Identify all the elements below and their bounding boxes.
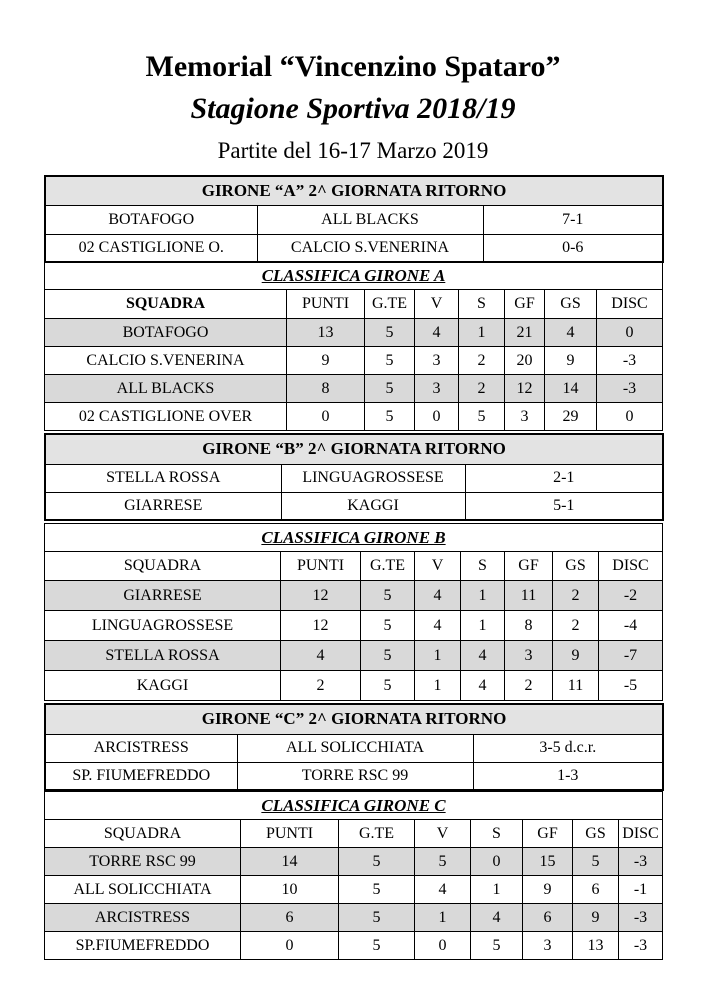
column-header: DISC (597, 290, 663, 319)
group-b-standings (44, 523, 662, 701)
column-header: S (471, 820, 523, 848)
away-team: TORRE RSC 99 (237, 762, 473, 790)
cell-punti: 13 (287, 319, 365, 347)
cell-gs: 9 (545, 347, 597, 375)
cell-gf: 15 (523, 848, 573, 876)
team-name: ARCISTRESS (45, 904, 241, 932)
table-row (45, 347, 663, 375)
cell-punti: 12 (281, 611, 361, 641)
cell-disc: -3 (619, 904, 663, 932)
group-c-standings (44, 791, 662, 960)
standings-title: CLASSIFICA GIRONE A (45, 262, 663, 290)
column-header: GF (505, 552, 553, 581)
column-header: PUNTI (281, 552, 361, 581)
cell-gte: 5 (339, 904, 415, 932)
table-row (45, 932, 663, 960)
cell-punti: 10 (241, 876, 339, 904)
group-b-results (44, 433, 662, 521)
cell-gte: 5 (365, 347, 415, 375)
table-row (45, 876, 663, 904)
column-header: S (461, 552, 505, 581)
cell-disc: -5 (599, 671, 663, 701)
cell-punti: 12 (281, 581, 361, 611)
column-header: PUNTI (241, 820, 339, 848)
column-header: V (415, 552, 461, 581)
cell-gte: 5 (339, 876, 415, 904)
cell-s: 4 (461, 641, 505, 671)
cell-disc: -1 (619, 876, 663, 904)
column-header: DISC (599, 552, 663, 581)
cell-disc: -2 (599, 581, 663, 611)
cell-s: 5 (471, 932, 523, 960)
away-team: ALL BLACKS (257, 205, 483, 234)
home-team: STELLA ROSSA (45, 464, 281, 492)
cell-disc: -7 (599, 641, 663, 671)
team-name: STELLA ROSSA (45, 641, 281, 671)
cell-v: 1 (415, 641, 461, 671)
cell-gs: 11 (553, 671, 599, 701)
column-header: GS (545, 290, 597, 319)
match-score: 0-6 (483, 234, 663, 262)
cell-gf: 9 (523, 876, 573, 904)
cell-disc: -4 (599, 611, 663, 641)
cell-gs: 14 (545, 375, 597, 403)
table-row (45, 581, 663, 611)
cell-punti: 0 (241, 932, 339, 960)
cell-v: 0 (415, 403, 459, 431)
standings-title: CLASSIFICA GIRONE C (45, 792, 663, 820)
team-name: 02 CASTIGLIONE OVER (45, 403, 287, 431)
standings-header-row (45, 820, 663, 848)
cell-s: 5 (459, 403, 505, 431)
cell-gf: 6 (523, 904, 573, 932)
cell-gf: 8 (505, 611, 553, 641)
group-header: GIRONE “B” 2^ GIORNATA RITORNO (45, 434, 663, 464)
match-row (45, 234, 663, 262)
team-name: LINGUAGROSSESE (45, 611, 281, 641)
group-a-standings (44, 261, 662, 431)
cell-gte: 5 (361, 611, 415, 641)
cell-v: 3 (415, 347, 459, 375)
season-subtitle: Stagione Sportiva 2018/19 (190, 92, 516, 125)
cell-gs: 13 (573, 932, 619, 960)
cell-v: 4 (415, 876, 471, 904)
standings-header-row (45, 552, 663, 581)
team-name: TORRE RSC 99 (45, 848, 241, 876)
column-header: GS (573, 820, 619, 848)
cell-v: 4 (415, 611, 461, 641)
column-header: GS (553, 552, 599, 581)
standings-title: CLASSIFICA GIRONE B (45, 524, 663, 552)
cell-disc: -3 (597, 375, 663, 403)
cell-gte: 5 (361, 671, 415, 701)
cell-gs: 9 (553, 641, 599, 671)
cell-gf: 2 (505, 671, 553, 701)
away-team: CALCIO S.VENERINA (257, 234, 483, 262)
cell-disc: -3 (619, 848, 663, 876)
cell-v: 1 (415, 904, 471, 932)
group-c-results (44, 703, 662, 791)
match-score: 1-3 (473, 762, 663, 790)
cell-gf: 3 (505, 403, 545, 431)
home-team: SP. FIUMEFREDDO (45, 762, 237, 790)
column-header: V (415, 820, 471, 848)
cell-disc: -3 (597, 347, 663, 375)
cell-gs: 29 (545, 403, 597, 431)
cell-gs: 5 (573, 848, 619, 876)
table-row (45, 904, 663, 932)
cell-gf: 12 (505, 375, 545, 403)
cell-gf: 3 (505, 641, 553, 671)
column-header: PUNTI (287, 290, 365, 319)
group-header: GIRONE “A” 2^ GIORNATA RITORNO (45, 176, 663, 205)
cell-gte: 5 (365, 319, 415, 347)
cell-s: 1 (461, 581, 505, 611)
cell-s: 1 (461, 611, 505, 641)
cell-punti: 6 (241, 904, 339, 932)
cell-gs: 2 (553, 611, 599, 641)
cell-v: 5 (415, 848, 471, 876)
column-header: G.TE (365, 290, 415, 319)
team-name: ALL SOLICCHIATA (45, 876, 241, 904)
team-name: BOTAFOGO (45, 319, 287, 347)
away-team: LINGUAGROSSESE (281, 464, 465, 492)
cell-s: 4 (461, 671, 505, 701)
cell-gs: 2 (553, 581, 599, 611)
team-name: SP.FIUMEFREDDO (45, 932, 241, 960)
cell-s: 4 (471, 904, 523, 932)
column-header: SQUADRA (45, 820, 241, 848)
table-row (45, 403, 663, 431)
cell-s: 1 (471, 876, 523, 904)
home-team: BOTAFOGO (45, 205, 257, 234)
cell-punti: 8 (287, 375, 365, 403)
match-score: 3-5 d.c.r. (473, 734, 663, 762)
table-row (45, 641, 663, 671)
cell-gs: 6 (573, 876, 619, 904)
cell-gte: 5 (365, 375, 415, 403)
match-row (45, 734, 663, 762)
table-row (45, 611, 663, 641)
cell-gf: 21 (505, 319, 545, 347)
home-team: 02 CASTIGLIONE O. (45, 234, 257, 262)
table-row (45, 319, 663, 347)
match-row (45, 205, 663, 234)
cell-gs: 9 (573, 904, 619, 932)
cell-v: 1 (415, 671, 461, 701)
cell-punti: 0 (287, 403, 365, 431)
home-team: GIARRESE (45, 492, 281, 520)
cell-v: 4 (415, 319, 459, 347)
cell-s: 1 (459, 319, 505, 347)
column-header: SQUADRA (45, 552, 281, 581)
team-name: GIARRESE (45, 581, 281, 611)
cell-punti: 2 (281, 671, 361, 701)
date-line: Partite del 16-17 Marzo 2019 (217, 138, 489, 163)
match-score: 5-1 (465, 492, 663, 520)
cell-disc: 0 (597, 403, 663, 431)
column-header: DISC (619, 820, 663, 848)
cell-gte: 5 (361, 641, 415, 671)
cell-disc: -3 (619, 932, 663, 960)
table-row (45, 671, 663, 701)
table-row (45, 375, 663, 403)
table-row (45, 848, 663, 876)
page-title: Memorial “Vincenzino Spataro” (145, 50, 561, 83)
group-a-results (44, 175, 662, 263)
team-name: CALCIO S.VENERINA (45, 347, 287, 375)
cell-punti: 9 (287, 347, 365, 375)
away-team: ALL SOLICCHIATA (237, 734, 473, 762)
away-team: KAGGI (281, 492, 465, 520)
column-header: GF (505, 290, 545, 319)
match-score: 2-1 (465, 464, 663, 492)
cell-s: 0 (471, 848, 523, 876)
match-row (45, 762, 663, 790)
home-team: ARCISTRESS (45, 734, 237, 762)
cell-gte: 5 (339, 932, 415, 960)
cell-gte: 5 (365, 403, 415, 431)
column-header: G.TE (361, 552, 415, 581)
cell-gf: 20 (505, 347, 545, 375)
cell-v: 0 (415, 932, 471, 960)
cell-gf: 3 (523, 932, 573, 960)
group-header: GIRONE “C” 2^ GIORNATA RITORNO (45, 704, 663, 734)
column-header: V (415, 290, 459, 319)
cell-gte: 5 (339, 848, 415, 876)
column-header: GF (523, 820, 573, 848)
standings-header-row (45, 290, 663, 319)
cell-punti: 4 (281, 641, 361, 671)
team-name: KAGGI (45, 671, 281, 701)
column-header: S (459, 290, 505, 319)
match-row (45, 492, 663, 520)
cell-v: 3 (415, 375, 459, 403)
cell-disc: 0 (597, 319, 663, 347)
team-name: ALL BLACKS (45, 375, 287, 403)
cell-gs: 4 (545, 319, 597, 347)
cell-gte: 5 (361, 581, 415, 611)
cell-punti: 14 (241, 848, 339, 876)
match-score: 7-1 (483, 205, 663, 234)
cell-gf: 11 (505, 581, 553, 611)
cell-s: 2 (459, 375, 505, 403)
column-header: SQUADRA (45, 290, 287, 319)
cell-v: 4 (415, 581, 461, 611)
column-header: G.TE (339, 820, 415, 848)
match-row (45, 464, 663, 492)
cell-s: 2 (459, 347, 505, 375)
